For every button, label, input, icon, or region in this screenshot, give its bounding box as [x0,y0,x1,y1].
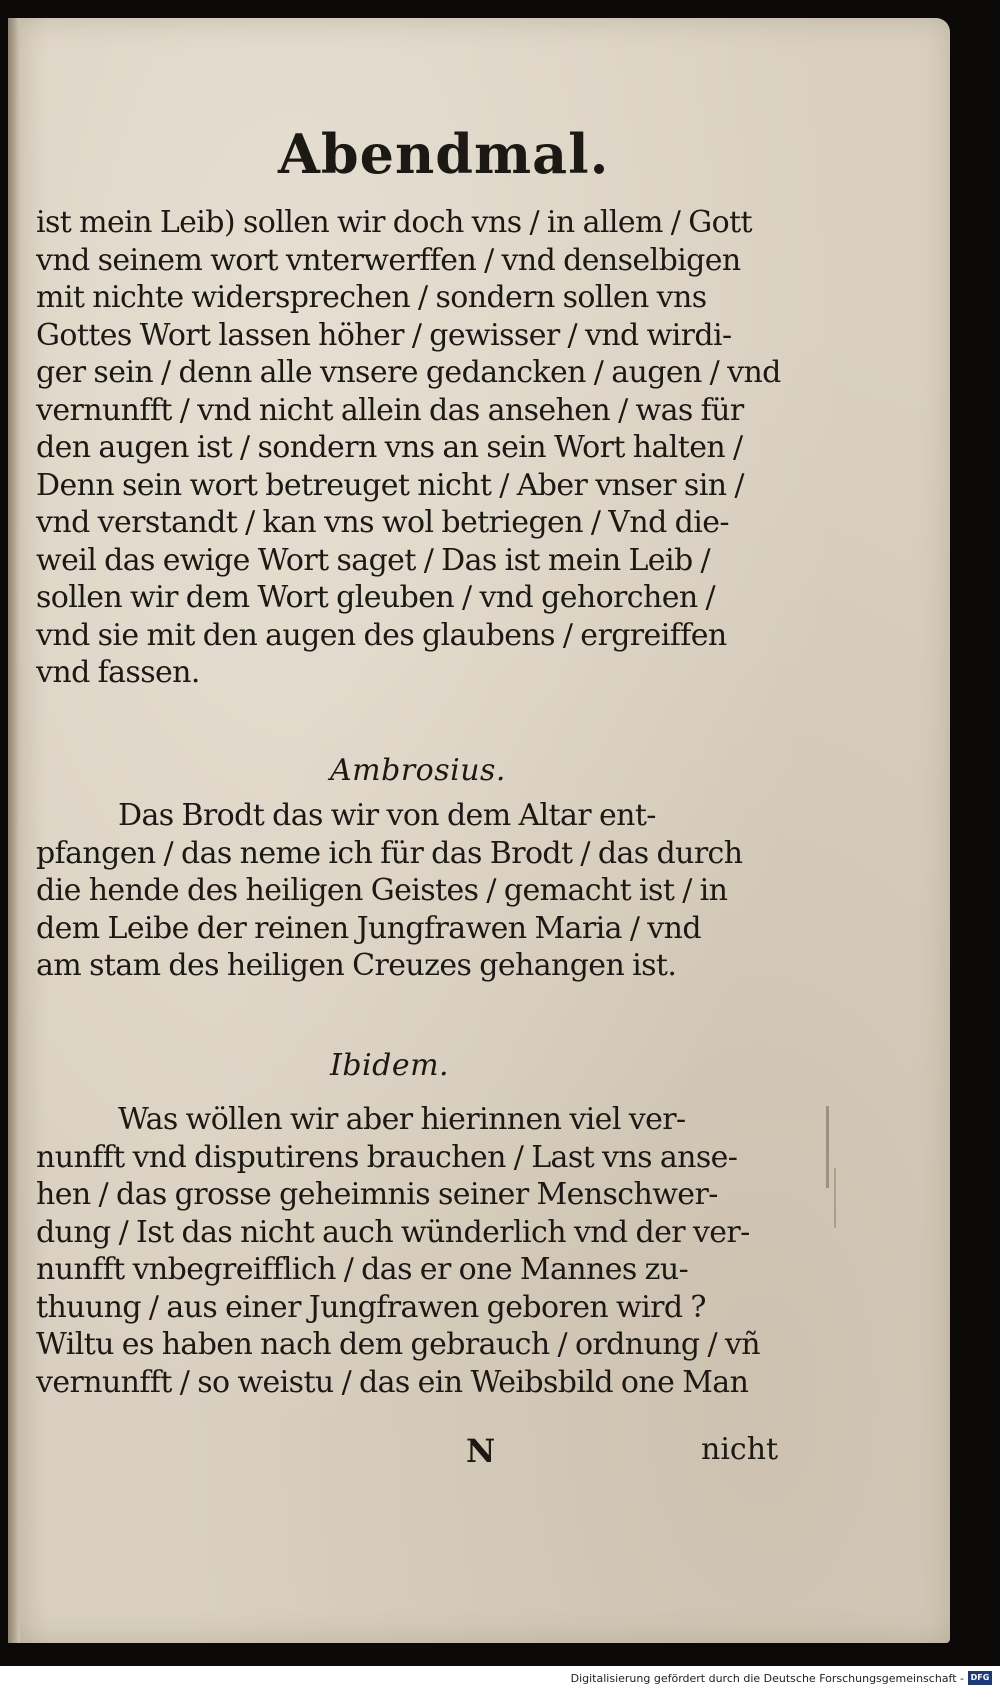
text-line: ger sein / denn alle vnsere gedancken / augen / vnd [36,355,781,390]
page-heading: Abendmal. [278,122,610,186]
signature-mark: N [466,1432,496,1470]
text-line: sollen wir dem Wort gleuben / vnd gehorchen / [36,580,716,615]
text-line: vernunfft / so weistu / das ein Weibsbild one Man [36,1364,749,1400]
paragraph-1 [36,204,801,692]
section-title-ambrosius: Ambrosius. [330,753,506,788]
paragraph-ambrosius [36,797,801,985]
text-line: am stam des heiligen Creuzes gehangen ist. [36,948,677,983]
text-line: Was wöllen wir aber hierinnen viel ver- [118,1102,686,1137]
margin-pencil-mark [826,1106,829,1188]
dfg-logo-icon: DFG [968,1671,992,1685]
text-line: Gottes Wort lassen höher / gewisser / vnd wirdi- [36,317,732,353]
section-title-ibidem: Ibidem. [330,1048,450,1083]
text-line: weil das ewige Wort saget / Das ist mein Leib / [36,542,710,578]
text-line: Wiltu es haben nach dem gebrauch / ordnung / vñ [36,1327,760,1362]
text-line: vnd fassen. [36,655,200,690]
text-line: thuung / aus einer Jungfrawen geboren wird ? [36,1289,706,1325]
text-line: dem Leibe der reinen Jungfrawen Maria / vnd [36,910,701,946]
text-line: nunfft vnbegreifflich / das er one Mannes zu- [36,1252,689,1287]
funding-credit: Digitalisierung gefördert durch die Deutsche Forschungsgemeinschaft - [570,1672,964,1685]
margin-pencil-mark [834,1168,836,1228]
text-line: Denn sein wort betreuget nicht / Aber vnser sin / [36,467,744,503]
text-line: vnd verstandt / kan vns wol betriegen / Vnd die- [36,505,729,540]
text-line: ist mein Leib) sollen wir doch vns / in allem / Gott [36,205,752,240]
text-line: den augen ist / sondern vns an sein Wort halten / [36,430,743,465]
text-line: pfangen / das neme ich für das Brodt / das durch [36,835,743,871]
text-line: vnd sie mit den augen des glaubens / ergreiffen [36,617,727,653]
text-line: hen / das grosse geheimnis seiner Menschwer- [36,1177,718,1212]
text-line: vernunfft / vnd nicht allein das ansehen / was für [36,392,744,428]
text-line: nunfft vnd disputirens brauchen / Last vns anse- [36,1139,738,1175]
page-gutter-edge [8,18,20,1643]
text-line: Das Brodt das wir von dem Altar ent- [118,798,656,833]
paragraph-ibidem [36,1101,801,1401]
text-line: mit nichte widersprechen / sondern sollen vns [36,280,707,315]
text-line: vnd seinem wort vnterwerffen / vnd denselbigen [36,242,741,278]
text-line: dung / Ist das nicht auch wünderlich vnd der ver- [36,1214,750,1250]
text-line: die hende des heiligen Geistes / gemacht ist / in [36,873,728,908]
digitization-footer [0,1666,1000,1692]
catchword: nicht [701,1432,779,1467]
book-page [8,18,950,1643]
